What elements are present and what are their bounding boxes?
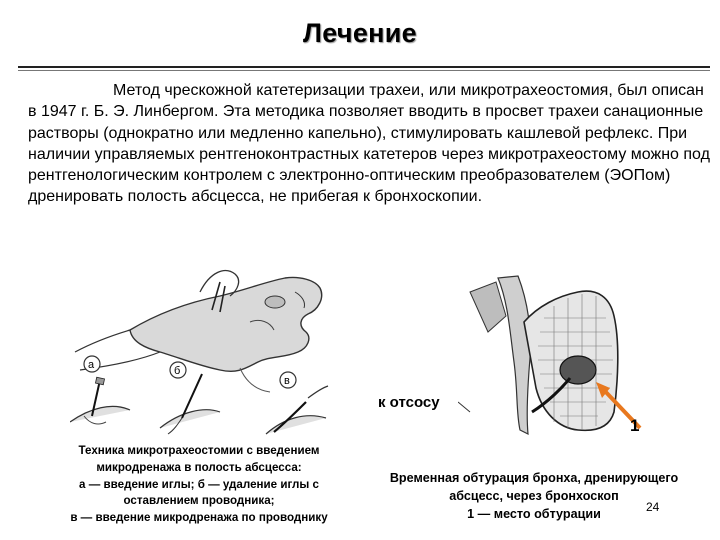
title-rule: [18, 66, 710, 68]
abscess-cavity: [560, 356, 596, 384]
step-label-a: а: [88, 359, 95, 371]
step-label-c: в: [284, 375, 290, 387]
left-figure-caption: [38, 443, 360, 527]
step-c-sketch: [266, 372, 328, 434]
caption-line: Временная обтурация бронха, дренирующего: [389, 471, 679, 485]
bronchus-obturation-illustration: [458, 262, 658, 452]
caption-line: 1 — место обтурации: [467, 507, 601, 521]
caption-line: абсцесс, через бронхоскоп: [449, 489, 619, 503]
caption-line: а — введение иглы; б — удаление иглы с: [79, 477, 319, 491]
slide-title: Лечение: [302, 18, 417, 48]
suction-label: к отсосу: [378, 394, 440, 411]
step-a-sketch: [70, 356, 130, 424]
title-rule-thin: [18, 70, 710, 71]
caption-line: оставлением проводника;: [123, 494, 275, 508]
page-number: 24: [646, 500, 660, 514]
step-label-b: б: [174, 365, 181, 377]
caption-line: Техника микротрахеостомии с введением: [78, 444, 320, 457]
right-figure-caption: [378, 469, 690, 523]
slide-body-text: Метод чрескожной катетеризации трахеи, или микротрахеостомия, был описан в 1947 г. Б. Э. Линбергом. Эта методика позволяет вводить в просвет трахеи санационные растворы (однократно или медленно капельно), стимулировать кашлевой рефлекс. При наличии управляемых рентгеноконтрастных катетеров через микротрахеостому можно под рентгенологическим контролем с электронно-оптическим преобразователем (ЭОПом) дренировать полость абсцесса, не прибегая к бронхоскопии.: [28, 82, 710, 206]
caption-line: в — введение микродренажа по проводнику: [70, 511, 328, 525]
caption-line: микродренажа в полость абсцесса:: [96, 460, 302, 474]
obturation-number-label: 1: [630, 416, 640, 435]
microtracheostomy-illustration: [70, 252, 330, 442]
step-b-sketch: [160, 362, 220, 434]
